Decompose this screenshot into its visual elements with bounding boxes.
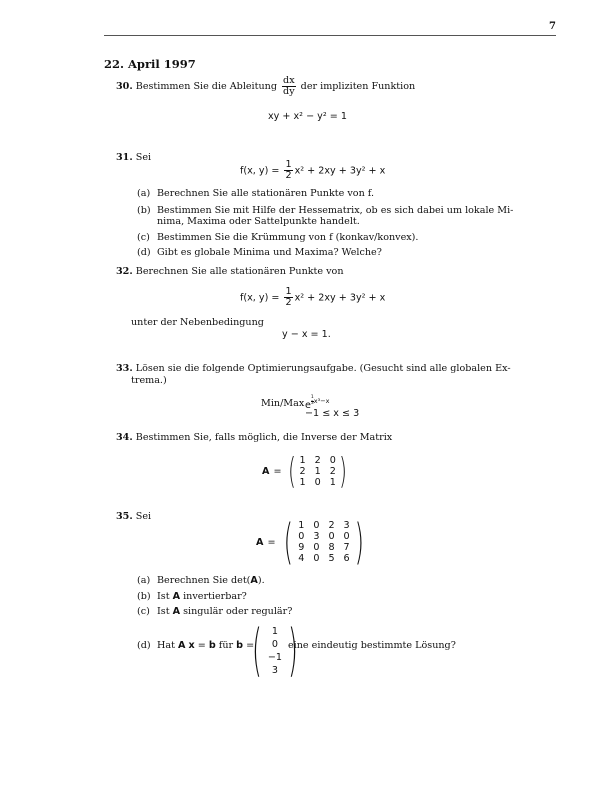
- problem-text-continuation: trema.): [131, 375, 167, 386]
- sub-item-text: Bestimmen Sie mit Hilfe der Hessematrix, ob es sich dabei um lokale Mi-: [157, 205, 514, 216]
- right-paren: ): [354, 514, 364, 570]
- sub-item-label: (b): [137, 205, 151, 216]
- half-fraction: [284, 160, 292, 181]
- fraction-denominator: 2: [285, 170, 292, 181]
- problem-intro: Berechnen Sie alle stationären Punkte von: [135, 266, 344, 277]
- function-rhs: x² + 2xy + 3y² + x: [294, 165, 386, 177]
- left-paren: (: [288, 451, 297, 492]
- sub-item: [137, 575, 265, 586]
- matrix-entry: −1: [267, 651, 283, 663]
- matrix-4x4: [256, 514, 368, 570]
- matrix-entry: 2: [299, 466, 306, 477]
- matrix-entry: 1: [298, 520, 305, 531]
- problem-number: 32.: [116, 266, 133, 277]
- sub-item-label: (d): [137, 640, 151, 651]
- matrix-entry: 3: [313, 531, 320, 542]
- equals-sign: =: [267, 536, 276, 548]
- header-rule: [104, 35, 556, 36]
- left-paren: (: [284, 514, 294, 570]
- fraction-denominator: dy: [283, 86, 295, 97]
- matrix-entry: 6: [343, 553, 350, 564]
- matrix-entry: 0: [313, 542, 320, 553]
- problem-number: 30.: [116, 81, 133, 92]
- sub-item-text: Ist: [157, 591, 173, 602]
- date-heading: 22. April 1997: [104, 57, 196, 71]
- problem-text-after: der impliziten Funktion: [300, 81, 416, 92]
- half-fraction: [284, 287, 292, 308]
- sub-item-text-after: singulär oder regulär?: [180, 606, 293, 617]
- problem-35: [116, 511, 151, 522]
- problem-text: Lösen sie die folgende Optimierungsaufgabe. (Gesucht sind alle globalen Ex-: [135, 363, 511, 374]
- matrix-entry: 0: [328, 531, 335, 542]
- sub-item-text-after: invertierbar?: [180, 591, 247, 602]
- sub-item-label: (c): [137, 232, 150, 243]
- matrix-symbol: A: [178, 640, 186, 651]
- matrix-entry: 0: [313, 520, 320, 531]
- matrix-3x3: [262, 451, 350, 492]
- exponent-rest: x³−x: [313, 397, 330, 405]
- vector-grid: [268, 625, 282, 677]
- sub-item-continuation: nima, Maxima oder Sattelpunkte handelt.: [157, 216, 360, 227]
- matrix-symbol: A: [172, 606, 181, 617]
- problem-text: Bestimmen Sie, falls möglich, die Inverse der Matrix: [135, 432, 393, 443]
- sub-item-text-after: eine eindeutig bestimmte Lösung?: [288, 640, 456, 651]
- problem-number: 35.: [116, 511, 133, 522]
- function-rhs: x² + 2xy + 3y² + x: [294, 292, 386, 304]
- sub-item: [137, 232, 418, 243]
- problem-intro: Sei: [135, 152, 152, 163]
- matrix-entry: 0: [271, 638, 278, 650]
- problem-34: [116, 432, 392, 443]
- matrix-symbol: A: [172, 591, 181, 602]
- matrix-name: A: [256, 536, 264, 548]
- equals-sign: =: [273, 466, 282, 477]
- matrix-entry: 0: [329, 455, 336, 466]
- vector-b-symbol: b: [208, 640, 216, 651]
- fraction-numerator: 1: [310, 395, 314, 400]
- constraint-equation: y − x = 1.: [282, 329, 331, 340]
- sub-item-text: Bestimmen Sie die Krümmung von f (konkav/konvex).: [157, 232, 419, 243]
- fraction-numerator: 1: [285, 286, 292, 297]
- domain-constraint: −1 ≤ x ≤ 3: [305, 408, 360, 419]
- sub-item: [137, 591, 247, 602]
- objective-label: Min/Max: [261, 398, 305, 409]
- matrix-entry: 1: [271, 625, 278, 637]
- vector-name: b: [236, 640, 244, 651]
- matrix-entry: 1: [314, 466, 321, 477]
- sub-item-label: (c): [137, 606, 150, 617]
- sub-item: [137, 205, 513, 216]
- equals-sign: =: [194, 640, 209, 651]
- matrix-entry: 9: [298, 542, 305, 553]
- sub-item-text: Hat: [157, 640, 178, 651]
- sub-item-text: Berechnen Sie alle stationären Punkte von f.: [157, 188, 375, 199]
- sub-item: [137, 247, 382, 258]
- implicit-equation: xy + x² − y² = 1: [268, 111, 347, 122]
- sub-item-text-after: ).: [257, 575, 265, 586]
- sub-item-text: Berechnen Sie det(: [157, 575, 251, 586]
- derivative-fraction: [282, 76, 296, 97]
- problem-number: 33.: [116, 363, 133, 374]
- exp-base: e: [305, 400, 311, 411]
- problem-intro: Sei: [135, 511, 152, 522]
- fraction-numerator: dx: [283, 75, 295, 86]
- sub-item-label: (b): [137, 591, 151, 602]
- matrix-entry: 1: [299, 477, 306, 488]
- function-lhs: f(x, y) =: [240, 165, 280, 177]
- sub-item: (d) Hat A x = b für b =: [137, 640, 255, 651]
- sub-item: [137, 188, 374, 199]
- problem-33: [116, 363, 511, 374]
- fraction-numerator: 1: [285, 159, 292, 170]
- matrix-entry: 7: [343, 542, 350, 553]
- problem-30: [116, 76, 415, 97]
- function-lhs: f(x, y) =: [240, 292, 280, 304]
- sub-item-text: für: [215, 640, 237, 651]
- problem-32: [116, 266, 344, 277]
- fraction-denominator: 3: [310, 400, 314, 406]
- matrix-entry: 3: [271, 664, 278, 676]
- problem-text: Bestimmen Sie die Ableitung: [135, 81, 277, 92]
- problem-number: 31.: [116, 152, 133, 163]
- sub-item-text: Gibt es globale Minima und Maxima? Welche?: [157, 247, 382, 258]
- matrix-entry: 4: [298, 553, 305, 564]
- matrix-entry: 0: [298, 531, 305, 542]
- matrix-name: A: [262, 466, 270, 477]
- exponent: [311, 397, 330, 405]
- matrix-entry: 0: [313, 553, 320, 564]
- constraint-label: unter der Nebenbedingung: [131, 317, 264, 328]
- right-paren: ): [339, 451, 347, 492]
- matrix-entry: 1: [329, 477, 336, 488]
- matrix-entry: 1: [299, 455, 306, 466]
- matrix-entry: 0: [343, 531, 350, 542]
- matrix-symbol: A: [250, 575, 258, 586]
- matrix-grid: [300, 455, 336, 488]
- sub-item-text: Ist: [157, 606, 173, 617]
- matrix-entry: 3: [343, 520, 350, 531]
- left-paren: (: [252, 618, 262, 683]
- matrix-entry: 8: [328, 542, 335, 553]
- problem-number: 34.: [116, 432, 133, 443]
- right-paren: ): [288, 618, 298, 683]
- matrix-entry: 2: [314, 455, 321, 466]
- sub-item: [137, 606, 292, 617]
- problem-31: [116, 152, 151, 163]
- page-number: 7: [549, 21, 556, 32]
- matrix-entry: 0: [314, 477, 321, 488]
- sub-item-label: (a): [137, 575, 151, 586]
- function-definition: [240, 160, 385, 181]
- matrix-entry: 2: [329, 466, 336, 477]
- matrix-grid: [298, 520, 349, 564]
- function-definition: [240, 287, 385, 308]
- sub-item-label: (d): [137, 247, 151, 258]
- sub-item-label: (a): [137, 188, 151, 199]
- fraction-denominator: 2: [285, 297, 292, 308]
- vector-x-symbol: x: [188, 640, 195, 651]
- matrix-entry: 2: [328, 520, 335, 531]
- matrix-entry: 5: [328, 553, 335, 564]
